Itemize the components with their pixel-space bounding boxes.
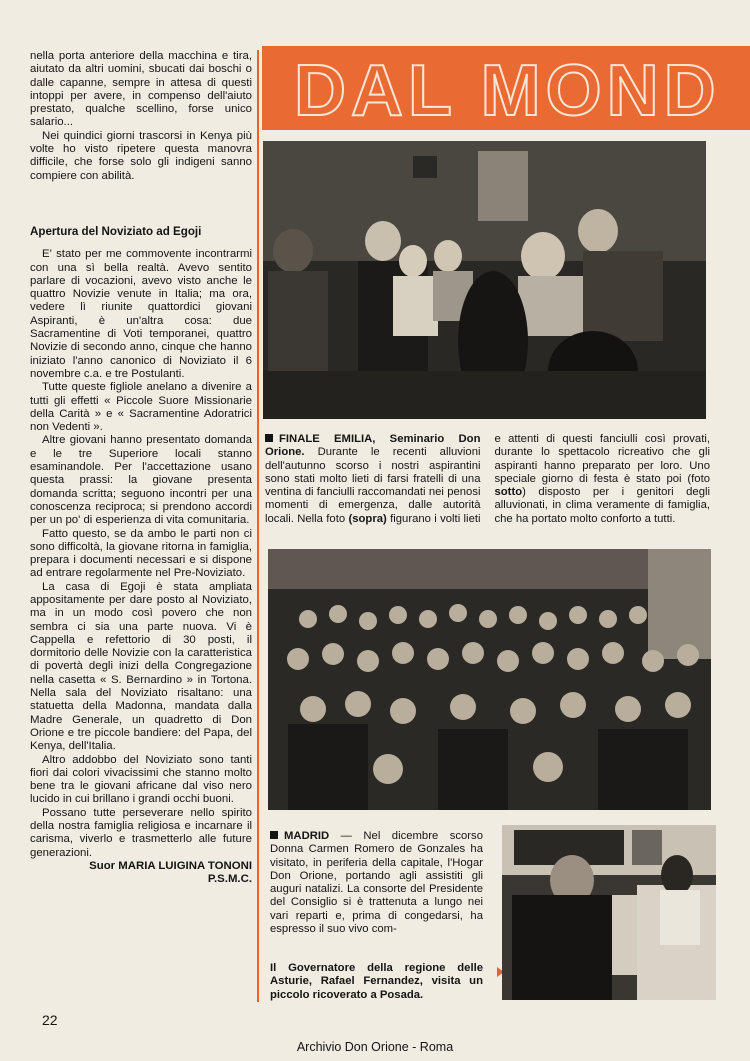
signature-name: Suor MARIA LUIGINA TONONI (89, 859, 252, 872)
caption-text-c: ) disposto per i genitori degli alluvionati, in clima veramente di famiglia, che ha portato molto conforto a tutti. (494, 486, 710, 525)
body-paragraph-6: Altro addobbo del Noviziato sono tanti fiori dai colori vivacissimi che stanno molto bene tra le giovani africane dal viso nero lucido in cui brillano i grandi occhi buoni. (30, 753, 252, 806)
body-paragraph-1: E' stato per me commovente incontrarmi con una sì bella realtà. Avevo sentito parlare di vocazioni, avevo visto anche le quattro Novizie venute in Italia; ma ora, vedere lì riunite quattordici giovani Aspiranti, è un'altra cosa: due Sacramentine di Voti temporanei, quattro Novizie di secondo anno, cinque che hanno iniziato l'anno canonico di Noviziato il 6 novembre c.a. e tre Postulanti. (30, 248, 252, 380)
caption-sopra: (sopra) (348, 512, 387, 525)
caption-place: FINALE EMILIA, Seminario Don Orione. (265, 433, 481, 459)
caption-sotto: sotto (494, 486, 523, 499)
body-paragraph-7: Possano tutte perseverare nello spirito della nostra famiglia religiosa e incarnare il carisma, viverlo e trasmetterlo alle future generazioni. (30, 806, 252, 859)
column-divider (257, 50, 259, 1002)
article-heading: Apertura del Noviziato ad Egoji (30, 224, 202, 238)
photo-finale-emilia-families (268, 549, 711, 810)
caption-bullet (270, 831, 278, 839)
banner-title: DAL MOND (294, 51, 721, 130)
caption-bullet (265, 434, 273, 442)
signature-order: P.S.M.C. (207, 873, 252, 886)
intro-paragraph-2: Nei quindici giorni trascorsi in Kenya più volte ho visto ripetere questa manovra difficile, che forse solo gli indigeni sanno compiere con abilità. (30, 129, 252, 182)
body-paragraph-2: Tutte queste figliole anelano a divenire a tutti gli effetti « Piccole Suore Missionarie della Carità » e « Sacramentine Adoratrici non Vedenti ». (30, 381, 252, 434)
caption-madrid-text: — Nel dicembre scorso Donna Carmen Romero de Gonzales ha visitato, in periferia della capitale, l'Hogar Don Orione, portando agli assistiti gli auguri natalizi. La consorte del Presidente del Consiglio si è trattenuta a lungo nei vari reparti e, prima di congedarsi, ha espresso il suo vivo com- (270, 830, 483, 936)
caption-asturie-text: Il Governatore della regione delle Asturie, Rafael Fernandez, visita un piccolo ricoverato a Posada. (270, 962, 483, 1001)
caption-text-b: figurano i volti lieti e attenti di questi fanciulli così provati, durante lo spettacolo ricreativo che gli aspiranti hanno preparato per loro. Uno speciale giorno di festa è stato poi (foto (386, 433, 710, 525)
page-number: 22 (42, 1012, 58, 1028)
caption-madrid (270, 830, 483, 936)
body-paragraph-5: La casa di Egoji è stata ampliata appositamente per dare posto al Noviziato, ma in un modo così povero che non sembra ci sia una parte nuova. Vi è Cappella e refettorio di 30 posti, il dormitorio delle Novizie con la caratteristica di povertà degli inizi della Congregazione nella casetta « S. Bernardino » in Tortona. Nella sala del Noviziato risaltano: una statuetta della Madonna, mandata dalla Madre Generale, un quadretto di Don Orione e tre piccole bandiere: del Papa, del Kenya, dell'Italia. (30, 580, 252, 753)
body-paragraph-3: Altre giovani hanno presentato domanda e le tre Superiore locali stanno esaminandole. Per l'accettazione usano questa prassi: la giovane presenta domanda scritta; seguono incontri per una conoscenza reciproca; si prendono accordi per un po' di esperienza di vita comunitaria. (30, 434, 252, 527)
caption-text-a: Durante le recenti alluvioni dell'autunno scorso i nostri aspirantini sono stati molto lieti di farsi fratelli di una ventina di fanciulli raccomandati nei penosi momenti di emergenza, dalle autorità locali. Nella foto (265, 446, 481, 525)
caption-finale-emilia (265, 433, 710, 526)
photo-finale-emilia-children (263, 141, 706, 419)
left-article-column (30, 50, 252, 887)
photo-madrid-governor (502, 825, 716, 1000)
section-banner (262, 46, 750, 130)
body-paragraph-4: Fatto questo, se da ambo le parti non ci sono difficoltà, la giovane ritorna in famiglia, prepara i documenti necessari e si dispone ad entrare regolarmente nel Pre-Noviziato. (30, 527, 252, 580)
archive-footer: Archivio Don Orione - Roma (296, 1040, 454, 1054)
intro-paragraph-1: nella porta anteriore della macchina e tira, aiutato da altri uomini, sbucati dai boschi o dalle capanne, sempre in attesa di questi intoppi per avere, in compenso dell'aiuto prestato, qualche scellino, forse unico salario... (30, 50, 252, 129)
caption-madrid-place: MADRID (284, 830, 330, 842)
caption-asturie (270, 962, 483, 1002)
